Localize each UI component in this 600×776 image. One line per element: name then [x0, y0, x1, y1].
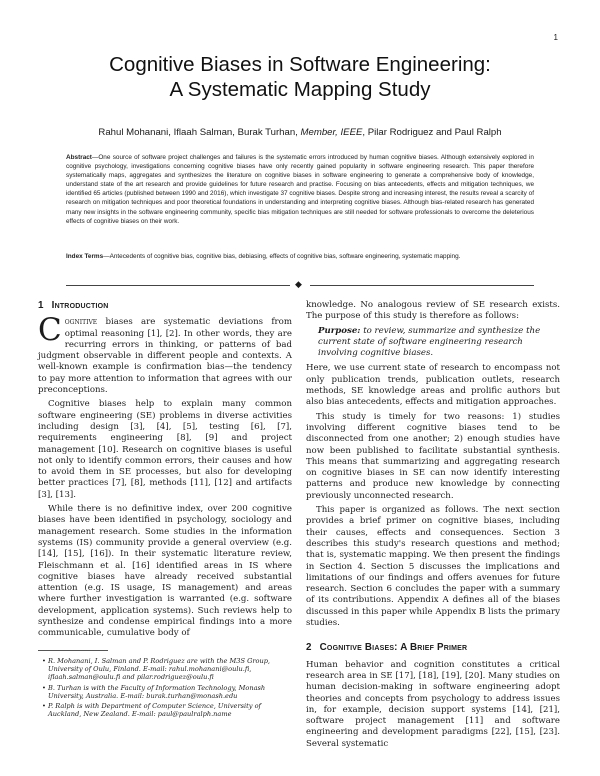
- purpose-label: Purpose:: [318, 325, 361, 336]
- footnote-item: • P. Ralph is with Department of Computer Science, University of Auckland, New Zealand. E-mail: paul@paulralph.name: [42, 702, 261, 719]
- author-names-rest: , Pilar Rodriguez and Paul Ralph: [362, 127, 502, 138]
- section-2-number: 2: [306, 642, 312, 654]
- intro-paragraph-3: While there is no definitive index, over 200 cognitive biases have been identified in psychology, sociology and management research. Some studies in the information systems (IS) community provide a general overview (e.g. [14], [15], [16]). In their systematic literature review, Fleischmann et al. [16] identified areas in IS where cognitive biases have already received substantial attention (e.g. IS usage, IS management) and areas where further investigation is warranted (e.g. software development, application systems). Such reviews help to synthesize and condense empirical findings into a more communicable, cumulative body of: [38, 504, 292, 639]
- abstract: [66, 153, 534, 226]
- index-terms-label: Index Terms: [66, 253, 104, 260]
- purpose-statement: [318, 326, 560, 360]
- author-names: Rahul Mohanani, Iflaah Salman, Burak Turhan,: [98, 127, 298, 138]
- footnote-item: • R. Mohanani, I. Salman and P. Rodriguez are with the M3S Group, University of Oulu, Finland. E-mail: rahul.mohanani@oulu.fi, iflaah.salman@oulu.fi and pilar.rodriguez@oulu.fi: [42, 656, 271, 682]
- drop-cap: C: [38, 312, 62, 349]
- title-line-2: A Systematic Mapping Study: [169, 78, 431, 101]
- section-1-number: 1: [38, 300, 44, 311]
- section-divider: [66, 280, 534, 290]
- author-affiliations: [38, 657, 292, 719]
- paper-title: [40, 52, 560, 102]
- right-paragraph-2: Here, we use current state of research to encompass not only publication trends, publication outlets, research methods, SE knowledge areas and prolific authors but also bias antecedents, effects and mitigation approaches.: [306, 363, 560, 408]
- section-1-heading: [38, 300, 292, 311]
- title-line-1: Cognitive Biases in Software Engineering:: [109, 53, 491, 76]
- author-list: [40, 127, 560, 138]
- intro-paragraph-1-text: biases are systematic deviations from optimal reasoning [1], [2]. In other words, they are recurring errors in thinking, or patterns of bad judgment observable in different people and contexts. A well-known example is confirmation bias—the tendency to pay more attention to information that agrees with our preconceptions.: [38, 317, 292, 396]
- intro-paragraph-2: Cognitive biases help to explain many common software engineering (SE) problems in diverse activities including design [3], [4], [5], testing [6], [7], requirements engineering [8], [9] and project management [10]. Research on cognitive biases is useful not only to identify common errors, their causes and how to avoid them in SE processes, but also for developing better practices [7], [8], methods [11], [12] and artifacts [3], [13].: [38, 399, 292, 500]
- abstract-text: —One source of software project challenges and failures is the systematic errors introduced by human cognitive biases. Although extensively explored in cognitive psychology, investigations concerning cognitive biases have only recently gained popularity in software engineering research. This paper therefore systematically maps, aggregates and synthesizes the literature on cognitive biases in software engineering to generate a comprehensive body of knowledge, understand state of the art research and provide guidelines for future research and practise. Focusing on bias antecedents, effects and mitigation techniques, we identified 65 articles (published between 1990 and 2016), which investigate 37 cognitive biases. Despite strong and increasing interest, the results reveal a scarcity of research on mitigation techniques and poor theoretical foundations in understanding and interpreting cognitive biases. Although bias-related research has generated many new insights in the software engineering community, specific bias mitigation techniques are still needed for software professionals to overcome the deleterious effects of cognitive biases on their work.: [66, 154, 534, 225]
- right-paragraph-1: knowledge. No analogous review of SE research exists. The purpose of this study is therefore as follows:: [306, 300, 560, 322]
- footnote-rule: [38, 650, 108, 651]
- divider-line-right: [310, 285, 534, 286]
- footnote-item: • B. Turhan is with the Faculty of Information Technology, Monash University, Australia. E-mail: burak.turhan@monash.edu: [42, 683, 266, 700]
- right-column: [306, 300, 560, 753]
- purpose-text: to review, summarize and synthesize the current state of software engineering research involving cognitive biases.: [318, 325, 541, 359]
- section-2-heading: [306, 642, 560, 653]
- diamond-icon: ◆: [295, 280, 302, 290]
- divider-line-left: [66, 285, 290, 286]
- section-2-title: Cognitive Biases: A Brief Primer: [319, 642, 468, 654]
- right-paragraph-4: This paper is organized as follows. The next section provides a brief primer on cognitive biases, including their causes, effects and consequences. Section 3 describes this study's research questions and method; that is, systematic mapping. We then present the findings in Section 4. Section 5 discusses the implications and limitations of our findings and offers avenues for future research. Section 6 concludes the paper with a summary of its contributions. Appendix A defines all of the biases discussed in this paper while Appendix B lists the primary studies.: [306, 505, 560, 629]
- primer-paragraph-1: Human behavior and cognition constitutes a critical research area in SE [17], [18], [19], [20]. Many studies on human decision-making in software engineering adopt theories and concepts from psychology to address issues in, for example, decision support systems [14], [21], software project management [11] and software engineering and development paradigms [22], [15], [23]. Several systematic: [306, 659, 560, 749]
- intro-paragraph-1: [38, 312, 292, 396]
- page-number: 1: [553, 33, 558, 42]
- index-terms-text: —Antecedents of cognitive bias, cognitive bias, debiasing, effects of cognitive bias, software engineering, systematic mapping.: [103, 253, 461, 260]
- index-terms: [66, 252, 534, 261]
- right-paragraph-3: This study is timely for two reasons: 1) studies involving different cognitive biases tend to be disconnected from one another; 2) enough studies have now been published to facilitate substantial synthesis. This means that summarizing and aggregating research on cognitive biases in SE can now identify interesting patterns and produce new knowledge by connecting previously unconnected research.: [306, 411, 560, 501]
- section-1-title: Introduction: [51, 300, 109, 311]
- left-column: [38, 300, 292, 721]
- abstract-label: Abstract: [66, 154, 92, 161]
- author-membership: Member, IEEE: [300, 127, 363, 138]
- first-word-rest: ognitive: [64, 317, 98, 328]
